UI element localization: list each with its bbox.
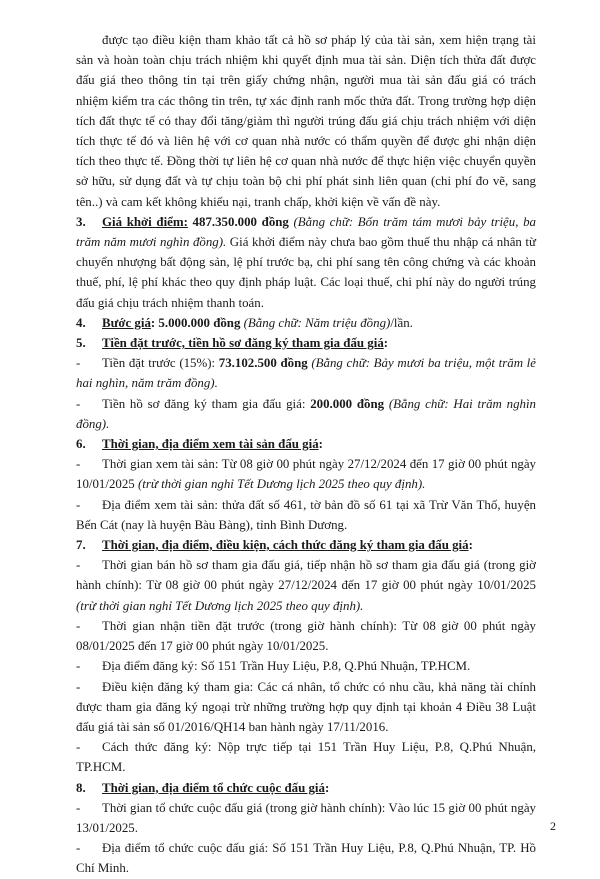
document-page [76, 30, 536, 879]
section-5-number: 5. [76, 336, 86, 351]
item-text: Địa điểm xem tài sản: thửa đất số 461, tờ bản đồ số 61 tại xã Trừ Văn Thố, huyện Bến Cát (nay là huyện Bàu Bàng), tỉnh Bình Dương. [76, 497, 536, 532]
deposit-words: (Bằng chữ: Bảy mươi ba triệu, một trăm lẻ hai nghìn, năm trăm đồng). [76, 356, 536, 391]
section-7-colon: : [468, 538, 473, 553]
dash: - [76, 497, 81, 512]
item-text: Thời gian tổ chức cuộc đấu giá (trong giờ hành chính): Vào lúc 15 giờ 00 phút ngày 13/01/2025. [76, 800, 536, 835]
section-4-number: 4. [76, 315, 86, 330]
dash: - [76, 740, 81, 755]
section-4-value: : 5.000.000 đồng [150, 315, 241, 330]
item-text: Điều kiện đăng ký tham gia: Các cá nhân, tổ chức có nhu cầu, khả năng tài chính được tham gia đăng ký ngoại trừ những trường hợp quy định tại khoản 4 Điều 38 Luật đấu giá tài sản số 01/2016/QH14 ban hành ngày 17/11/2016. [76, 679, 536, 734]
section-4-tail: /lần. [390, 315, 413, 330]
section-7-heading [76, 535, 536, 555]
dash: - [76, 558, 81, 573]
deposit-amount: 73.102.500 đồng [218, 356, 308, 371]
section-8-colon: : [324, 780, 330, 795]
dash: - [76, 679, 81, 694]
item-text: Tiền hồ sơ đăng ký tham gia đấu giá: [102, 396, 311, 411]
section-5-colon: : [383, 336, 389, 351]
section-3 [76, 212, 536, 313]
item-note: (trừ thời gian nghỉ Tết Dương lịch 2025 theo quy định). [137, 477, 426, 492]
item-text: Tiền đặt trước (15%): [102, 356, 219, 371]
section-6-colon: : [318, 437, 323, 452]
section-7-number: 7. [76, 538, 86, 553]
dash: - [76, 659, 81, 674]
item-text: Địa điểm đăng ký: Số 151 Trần Huy Liệu, P.8, Q.Phú Nhuận, TP.HCM. [102, 659, 471, 674]
section-3-value: 487.350.000 đồng [187, 214, 289, 229]
fee-words: (Bằng chữ: Hai trăm nghìn đồng). [76, 396, 536, 431]
section-8-item-1 [76, 798, 536, 838]
section-4-label: Bước giá [102, 315, 151, 330]
page-number: 2 [550, 819, 556, 833]
dash: - [76, 396, 81, 411]
intro-paragraph: được tạo điều kiện tham khảo tất cả hồ sơ pháp lý của tài sản, xem hiện trạng tài sản và hoàn toàn chịu trách nhiệm khi quyết định mua tài sản. Diện tích thửa đất được đấu giá theo thông tin tại trên giấy chứng nhận, người mua tài sản đấu giá có trách nhiệm kiểm tra các thông tin trên, tự xác định ranh mốc thửa đất. Trong trường hợp diện tích đất thực tế có thay đổi tăng/giảm thì người trúng đấu giá chịu trách nhiệm với diện tích thực tế đó và liên hệ với cơ quan nhà nước có thẩm quyền để được ghi nhận diện tích theo thực tế. Đồng thời tự liên hệ cơ quan nhà nước để thực hiện việc chuyển quyền sở hữu, sử dụng đất và tự chịu toàn bộ chi phí phát sinh liên quan (chi phí đo vẽ, sang tên..) và cam kết không khiếu nại, tranh chấp, khởi kiện về vấn đề này. [76, 33, 536, 209]
section-6-heading [76, 434, 536, 454]
section-3-words: (Bằng chữ: Bốn trăm tám mươi bảy triệu, ba trăm năm mươi nghìn đồng). [76, 214, 536, 250]
item-text: Thời gian nhận tiền đặt trước (trong giờ hành chính): Từ 08 giờ 00 phút ngày 08/01/2025 đến 17 giờ 00 phút ngày 10/01/2025. [76, 618, 536, 654]
fee-amount: 200.000 đồng [310, 396, 385, 411]
section-7-item-4 [76, 677, 536, 738]
section-5-title: Tiền đặt trước, tiền hồ sơ đăng ký tham gia đấu giá [102, 336, 384, 351]
dash: - [76, 356, 81, 371]
section-7-item-5 [76, 737, 536, 777]
section-6-title: Thời gian, địa điểm xem tài sản đấu giá [102, 437, 319, 452]
dash: - [76, 800, 81, 815]
section-6-item-1 [76, 454, 536, 494]
item-text: Cách thức đăng ký: Nộp trực tiếp tại 151 Trần Huy Liệu, P.8, Q.Phú Nhuận, TP.HCM. [76, 740, 536, 775]
section-3-number: 3. [76, 214, 86, 229]
section-8-title: Thời gian, địa điểm tổ chức cuộc đấu giá [102, 780, 325, 795]
item-text: Thời gian xem tài sản: Từ 08 giờ 00 phút ngày 27/12/2024 đến 17 giờ 00 phút ngày 10/01/2025 [76, 457, 536, 492]
section-4-words: (Bằng chữ: Năm triệu đồng) [240, 315, 391, 330]
section-3-label: Giá khởi điểm: [102, 214, 188, 229]
section-5-heading [76, 333, 536, 353]
section-5-item-1 [76, 353, 536, 393]
section-6-item-2 [76, 495, 536, 535]
section-8-number: 8. [76, 780, 86, 795]
item-text: Thời gian bán hồ sơ tham gia đấu giá, tiếp nhận hồ sơ tham gia đấu giá (trong giờ hành chính): Từ 08 giờ 00 phút ngày 27/12/2024 đến 17 giờ 00 phút ngày 10/01/2025 [76, 558, 536, 593]
item-text: Địa điểm tổ chức cuộc đấu giá: Số 151 Trần Huy Liệu, P.8, Q.Phú Nhuận, TP. Hồ Chí Minh. [76, 841, 536, 876]
section-4 [76, 313, 536, 333]
dash: - [76, 618, 81, 633]
section-7-item-2 [76, 616, 536, 656]
section-5-item-2 [76, 394, 536, 434]
section-7-item-3 [76, 656, 536, 676]
section-8-item-2 [76, 838, 536, 878]
section-8-heading [76, 778, 536, 798]
dash: - [76, 841, 81, 856]
section-3-text: Giá khởi điểm này chưa bao gồm thuế thu nhập cá nhân từ chuyển nhượng bất động sản, lệ phí trước bạ, chi phí sang tên công chứng và các khoản thuế, phí, lệ phí khác theo quy định pháp luật. Các loại thuế, chi phí này do người trúng đấu giá chịu trách nhiệm thanh toán. [76, 235, 536, 310]
section-6-number: 6. [76, 437, 86, 452]
item-note: (trừ thời gian nghỉ Tết Dương lịch 2025 theo quy định). [76, 598, 364, 613]
section-7-item-1 [76, 555, 536, 616]
dash: - [76, 457, 81, 472]
section-7-title: Thời gian, địa điểm, điều kiện, cách thức đăng ký tham gia đấu giá [102, 538, 469, 553]
